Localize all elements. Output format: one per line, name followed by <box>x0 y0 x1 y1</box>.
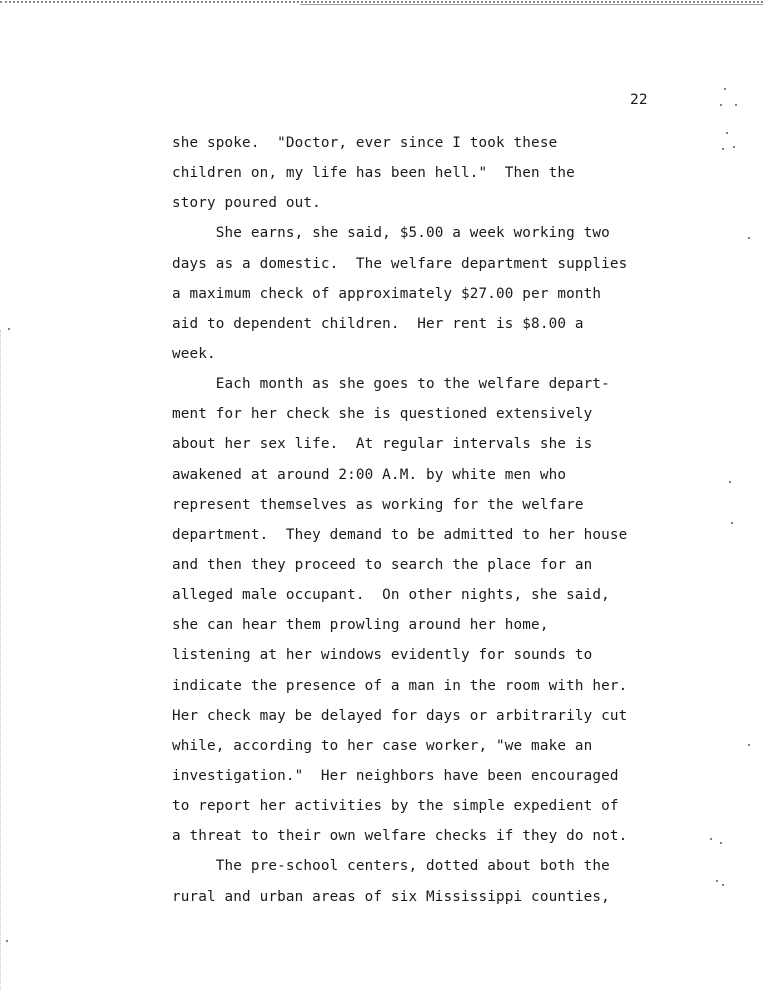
text-line: a maximum check of approximately $27.00 per month <box>172 285 602 302</box>
text-line: alleged male occupant. On other nights, she said, <box>172 587 610 604</box>
left-page-edge <box>0 330 2 990</box>
top-border-line <box>300 4 763 5</box>
scan-speck <box>722 148 724 150</box>
page-number: 22 <box>630 92 648 108</box>
text-line: children on, my life has been hell." Then the <box>172 165 575 182</box>
text-line: listening at her windows evidently for sounds to <box>172 647 593 664</box>
typewritten-body <box>172 128 652 912</box>
scan-speck <box>720 104 722 106</box>
text-line: Her check may be delayed for days or arbitrarily cut <box>172 707 628 724</box>
text-line: story poured out. <box>172 195 321 212</box>
scan-speck <box>735 104 737 106</box>
text-line: week. <box>172 345 216 362</box>
text-line: she can hear them prowling around her home, <box>172 617 549 634</box>
text-line: investigation." Her neighbors have been encouraged <box>172 767 619 784</box>
paragraph-start-line: The pre-school centers, dotted about both the <box>172 858 610 875</box>
text-line: about her sex life. At regular intervals she is <box>172 436 593 453</box>
scan-speck <box>716 880 718 882</box>
scan-speck <box>748 237 750 239</box>
text-line: she spoke. "Doctor, ever since I took these <box>172 135 558 151</box>
text-line: department. They demand to be admitted to her house <box>172 526 628 543</box>
scan-speck <box>710 838 712 840</box>
scan-speck <box>722 884 724 886</box>
scan-speck <box>726 132 728 134</box>
text-line: while, according to her case worker, "we make an <box>172 737 593 754</box>
text-line: indicate the presence of a man in the room with her. <box>172 677 628 694</box>
text-line: a threat to their own welfare checks if they do not. <box>172 828 628 845</box>
text-line: represent themselves as working for the welfare <box>172 496 584 513</box>
paragraph-start-line: She earns, she said, $5.00 a week working two <box>172 225 610 242</box>
paragraph-start-line: Each month as she goes to the welfare depart- <box>172 376 610 393</box>
scan-speck <box>8 328 10 330</box>
text-line: awakened at around 2:00 A.M. by white men who <box>172 466 567 483</box>
scan-speck <box>724 88 726 90</box>
text-line: days as a domestic. The welfare department supplies <box>172 255 628 272</box>
text-line: to report her activities by the simple expedient of <box>172 798 619 815</box>
scan-speck <box>6 940 8 942</box>
scan-speck <box>731 522 733 524</box>
scan-speck <box>729 481 731 483</box>
scan-speck <box>748 744 750 746</box>
scan-speck <box>720 842 722 844</box>
text-line: aid to dependent children. Her rent is $8.00 a <box>172 315 584 332</box>
text-line: rural and urban areas of six Mississippi counties, <box>172 888 610 905</box>
scan-speck <box>733 146 735 148</box>
text-line: and then they proceed to search the place for an <box>172 556 593 573</box>
top-border-dotted <box>0 1 763 3</box>
text-line: ment for her check she is questioned extensively <box>172 406 593 423</box>
